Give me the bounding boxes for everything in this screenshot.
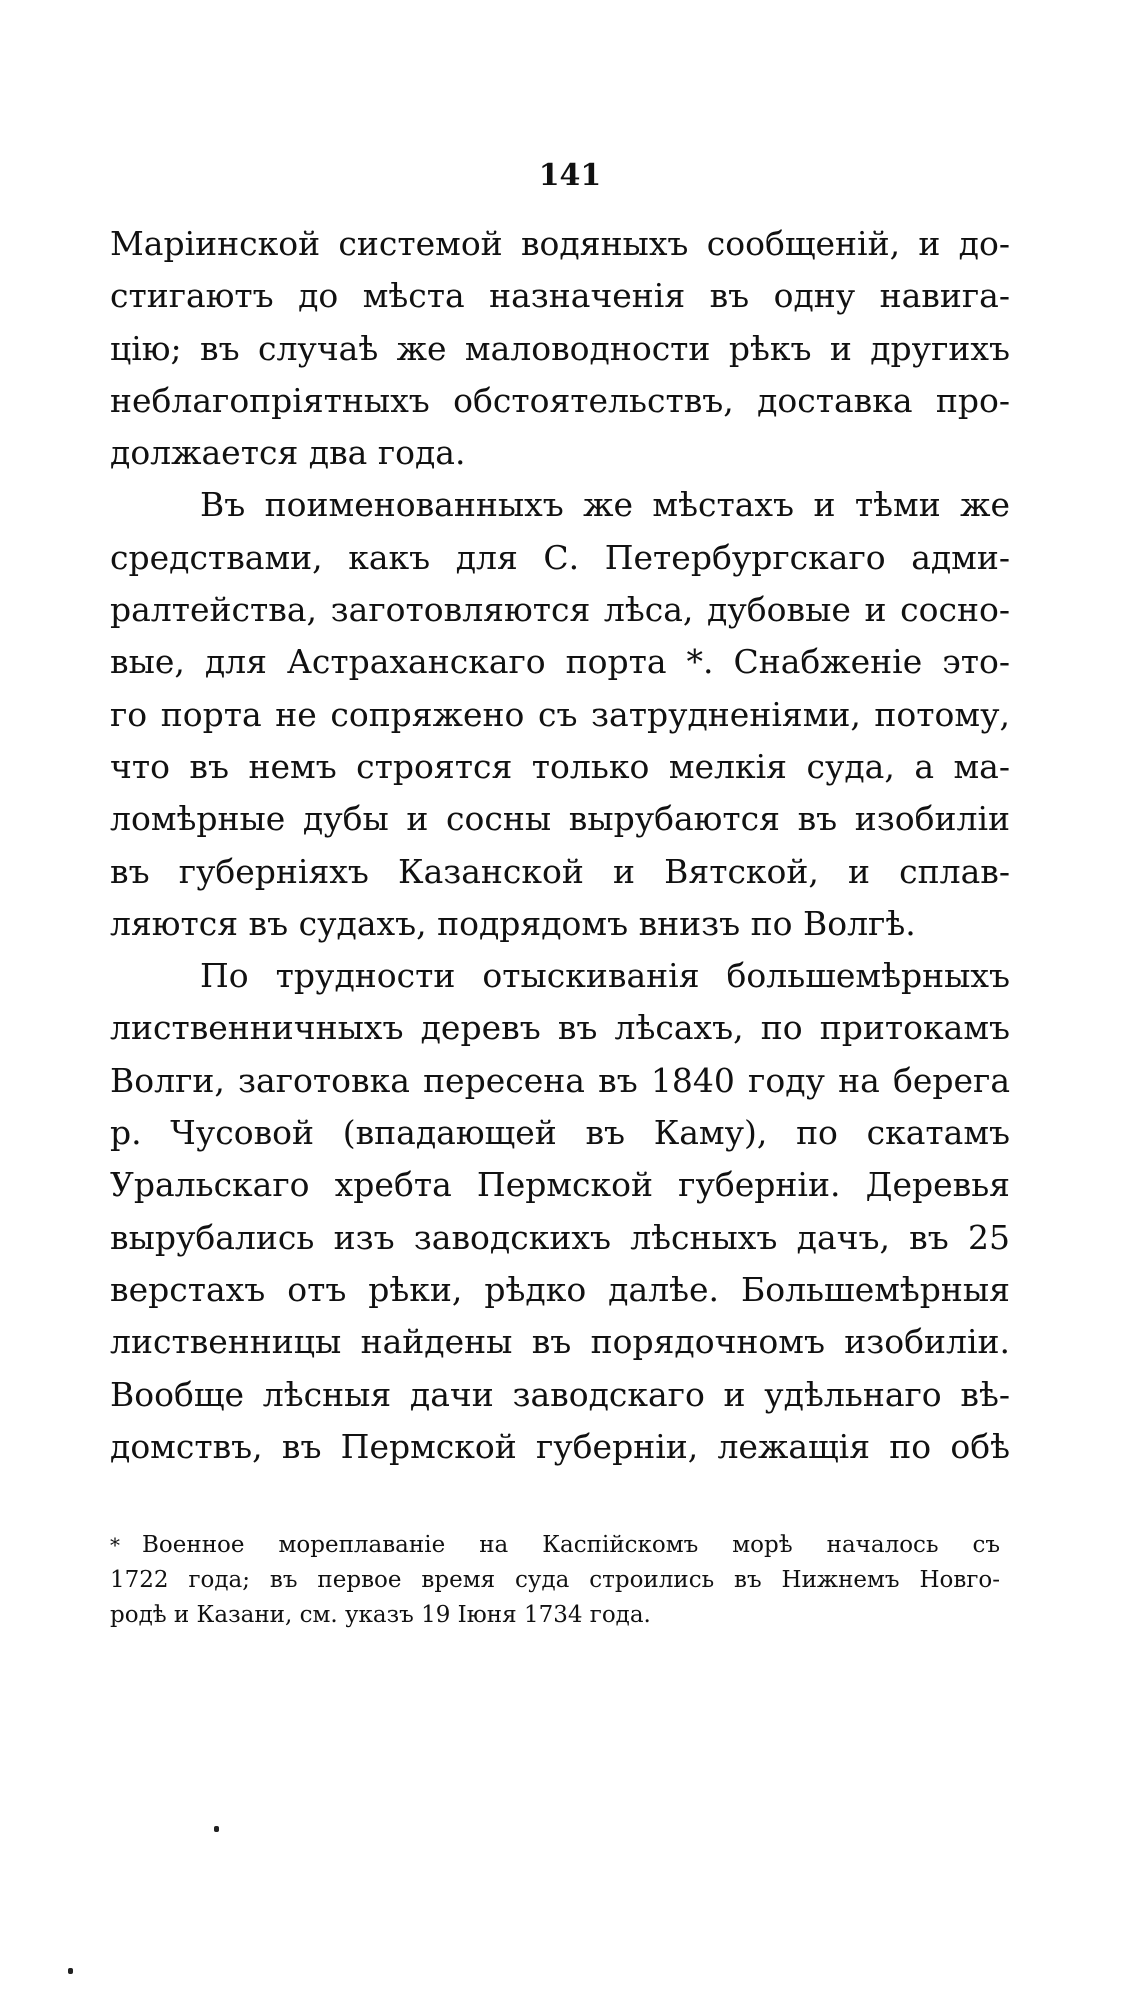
main-text — [110, 218, 1010, 1473]
stray-ink-mark — [214, 1826, 219, 1832]
text-line: Въ поименованныхъ же мѣстахъ и тѣми же — [200, 485, 1010, 525]
page-number: 141 — [538, 158, 602, 193]
text-line: что въ немъ строятся только мелкія суда, а ма- — [110, 746, 1010, 786]
text-line: средствами, какъ для С. Петербургскаго адми- — [110, 537, 1010, 577]
text-line: Маріинской системой водяныхъ сообщеній, и до- — [110, 224, 1010, 263]
text-line: ляются въ судахъ, подрядомъ внизъ по Волгѣ. — [110, 903, 916, 943]
text-line: домствъ, въ Пермской губерніи, лежащія по обѣ — [110, 1426, 1010, 1466]
text-line: ломѣрные дубы и сосны вырубаются въ изобиліи — [110, 799, 1010, 839]
text-line: вырубались изъ заводскихъ лѣсныхъ дачъ, въ 25 — [110, 1217, 1010, 1257]
text-line: верстахъ отъ рѣки, рѣдко далѣе. Большемѣрныя — [110, 1269, 1010, 1309]
text-line: Волги, заготовка пересена въ 1840 году на берега — [110, 1060, 1010, 1100]
footnote-line: 1722 года; въ первое время суда строились въ Нижнемъ Новго- — [110, 1567, 1000, 1593]
footnote-marker: * — [110, 1533, 120, 1557]
text-line: го порта не сопряжено съ затрудненіями, потому, — [110, 694, 1010, 734]
footnote-line-text: Военное мореплаваніе на Каспійскомъ морѣ началось съ — [142, 1532, 1000, 1558]
stray-ink-mark — [68, 1968, 73, 1974]
footnote — [110, 1528, 1000, 1633]
text-line: лиственничныхъ деревъ въ лѣсахъ, по притокамъ — [110, 1008, 1010, 1048]
text-line: р. Чусовой (впадающей въ Каму), по скатамъ — [110, 1113, 1010, 1153]
text-line: лиственницы найдены въ порядочномъ изобиліи. — [110, 1322, 1010, 1362]
text-line: цію; въ случаѣ же маловодности рѣкъ и другихъ — [110, 328, 1010, 368]
text-line: въ губерніяхъ Казанской и Вятской, и сплав- — [110, 851, 1010, 891]
text-line: неблагопріятныхъ обстоятельствъ, доставка про- — [110, 380, 1010, 420]
footnote-line: родѣ и Казани, см. указъ 19 Іюня 1734 года. — [110, 1602, 651, 1628]
footnote-line — [110, 1528, 1000, 1563]
text-line: ралтейства, заготовляются лѣса, дубовые и сосно- — [110, 590, 1010, 630]
text-line: Уральскаго хребта Пермской губерніи. Деревья — [110, 1165, 1010, 1205]
text-line: вые, для Астраханскаго порта *. Снабженіе это- — [110, 642, 1010, 682]
text-line: стигаютъ до мѣста назначенія въ одну навига- — [110, 276, 1010, 316]
text-line: По трудности отыскиванія большемѣрныхъ — [200, 956, 1010, 996]
text-line: Вообще лѣсныя дачи заводскаго и удѣльнаго вѣ- — [110, 1374, 1010, 1414]
text-line: должается два года. — [110, 433, 466, 473]
